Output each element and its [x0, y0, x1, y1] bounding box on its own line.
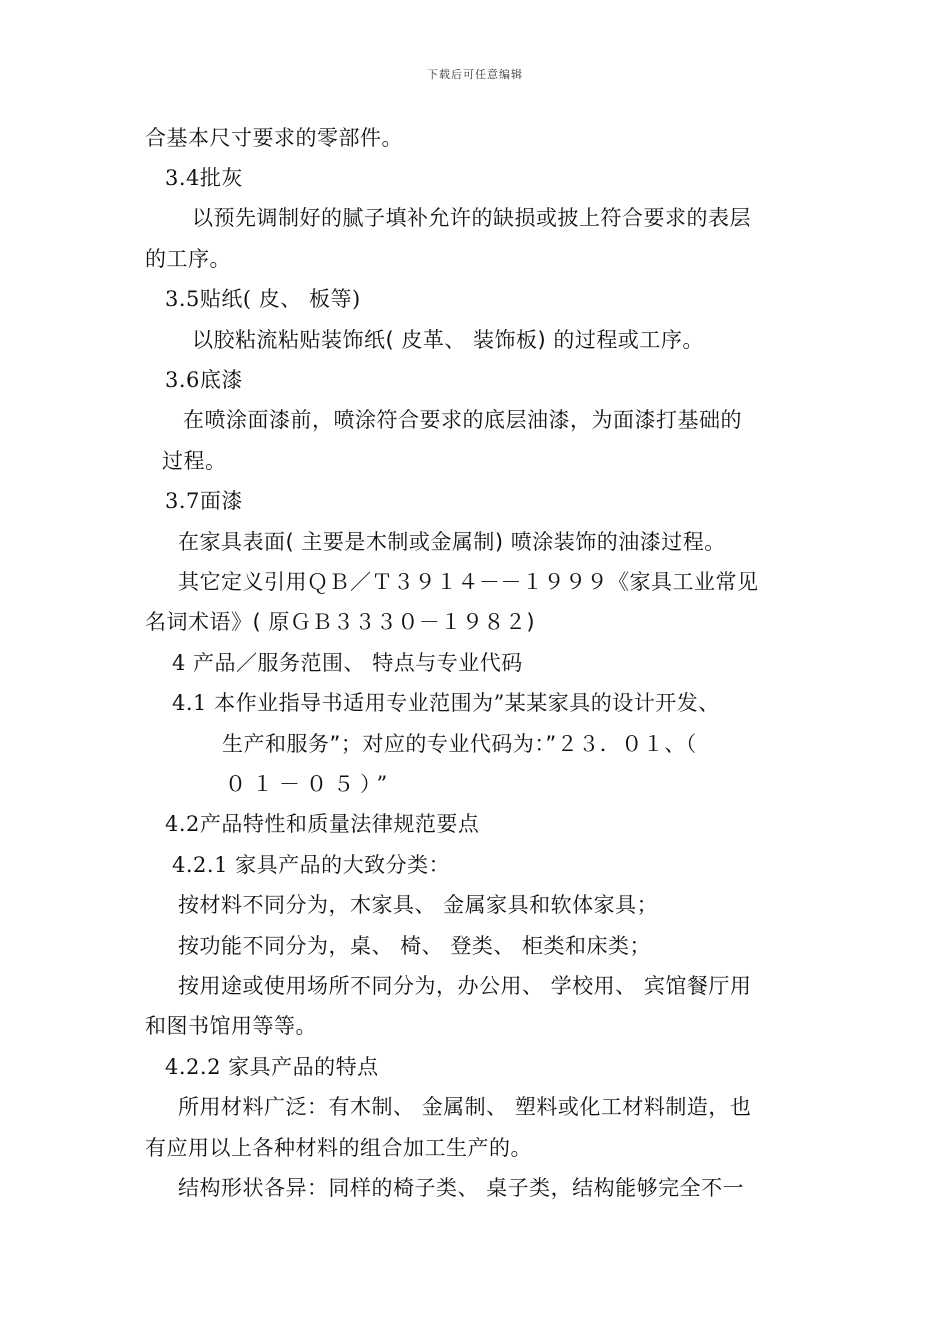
text-line: 按材料不同分为，木家具、 金属家具和软体家具；	[178, 893, 659, 917]
text-line: 在喷涂面漆前，喷涂符合要求的底层油漆，为面漆打基础的	[183, 408, 742, 432]
text-line: 按用途或使用场所不同分为，办公用、 学校用、 宾馆餐厅用	[178, 974, 752, 998]
page-header: 下载后可任意编辑	[427, 68, 523, 81]
section-heading: 4.2.1 家具产品的大致分类：	[172, 853, 451, 877]
text-line: 按功能不同分为，桌、 椅、 登类、 柜类和床类；	[178, 934, 652, 958]
text-line: 名词术语》( 原ＧＢ３３３０－１９８２)	[145, 610, 536, 634]
text-line: 过程。	[162, 449, 227, 473]
section-heading: 3.6底漆	[165, 368, 243, 392]
text-line: 生产和服务”；对应的专业代码为：”２３．０１、（	[222, 732, 697, 756]
text-line: 以预先调制好的腻子填补允许的缺损或披上符合要求的表层	[192, 206, 751, 230]
text-line: 的工序。	[145, 247, 231, 271]
section-heading: 4.2产品特性和质量法律规范要点	[165, 812, 480, 836]
section-heading: 4.1 本作业指导书适用专业范围为”某某家具的设计开发、	[172, 691, 720, 715]
section-heading: 4.2.2 家具产品的特点	[165, 1055, 379, 1079]
section-heading: 3.5贴纸( 皮、 板等)	[165, 287, 361, 311]
text-line: 在家具表面( 主要是木制或金属制) 喷涂装饰的油漆过程。	[178, 530, 726, 554]
text-line: 所用材料广泛：有木制、 金属制、 塑料或化工材料制造，也	[178, 1095, 752, 1119]
text-line: 合基本尺寸要求的零部件。	[145, 126, 403, 150]
text-line: 结构形状各异：同样的椅子类、 桌子类，结构能够完全不一	[178, 1176, 745, 1200]
text-line: 以胶粘流粘贴装饰纸( 皮革、 装饰板) 的过程或工序。	[192, 328, 704, 352]
section-heading: 3.4批灰	[165, 166, 243, 190]
text-line: 和图书馆用等等。	[145, 1014, 317, 1038]
text-line: 其它定义引用ＱＢ／Ｔ３９１４－－１９９９《家具工业常见	[178, 570, 759, 594]
section-heading: 3.7面漆	[165, 489, 243, 513]
text-line: 有应用以上各种材料的组合加工生产的。	[145, 1136, 532, 1160]
text-line: ０１－０５）”	[225, 772, 394, 796]
section-heading: 4 产品／服务范围、 特点与专业代码	[172, 651, 523, 675]
